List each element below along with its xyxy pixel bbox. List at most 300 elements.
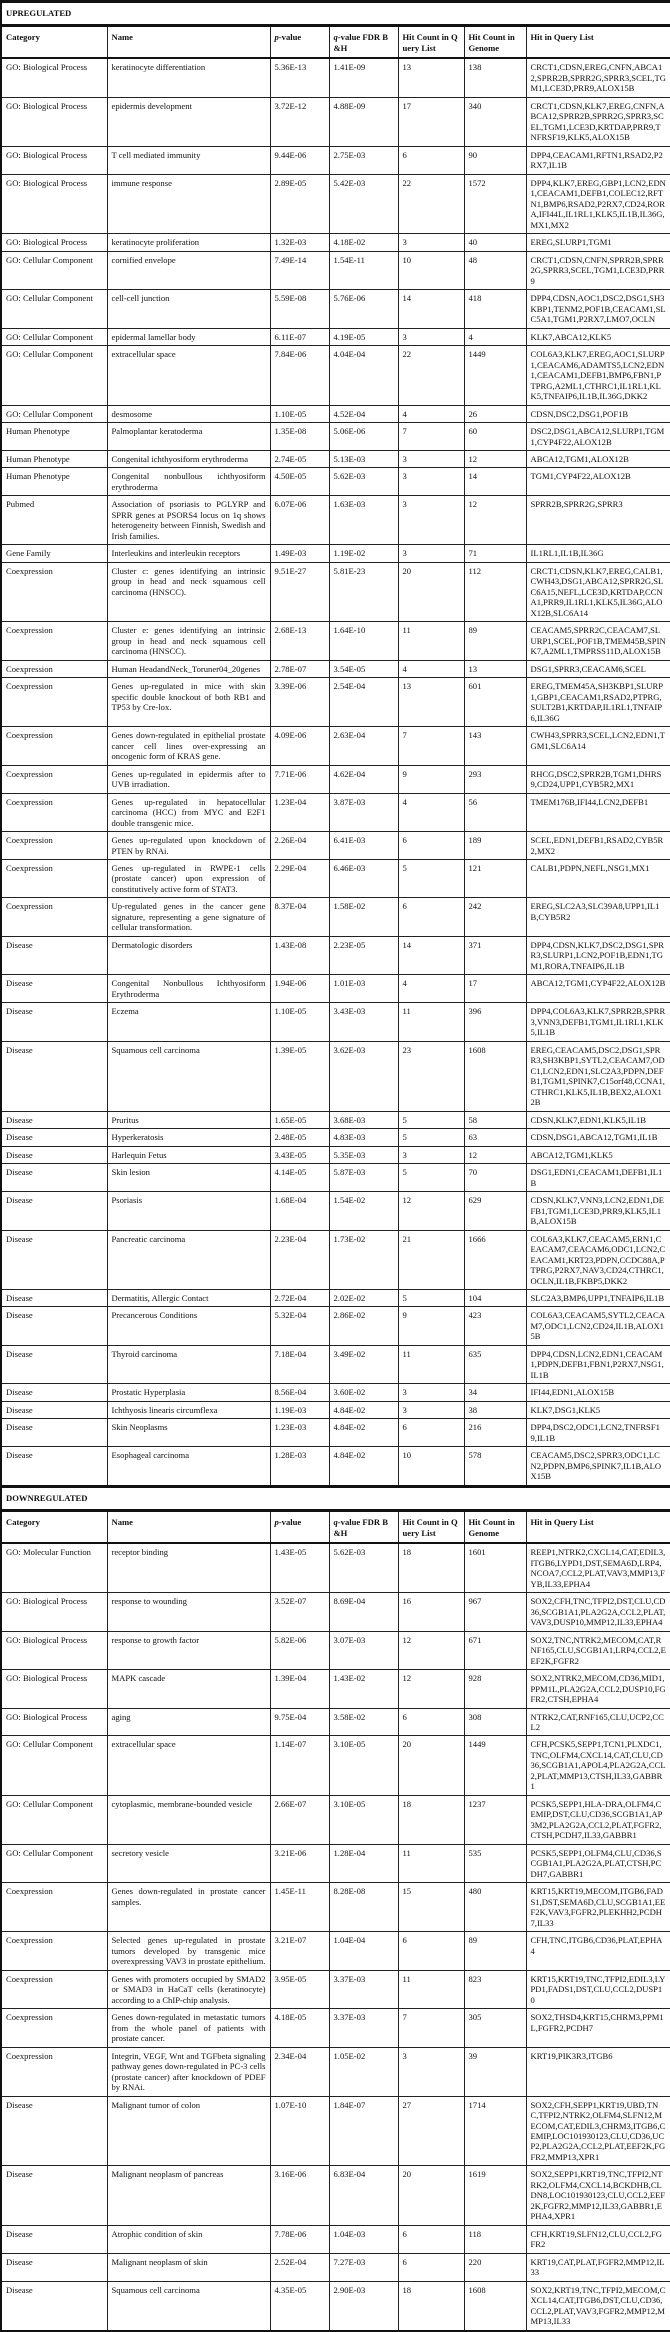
cell-category: GO: Cellular Component (1, 405, 107, 422)
cell-hit-list: KRT15,KRT19,TNC,TFPI2,EDIL3,LYPD1,FADS1,DST,CLU,CCL2,DUSP10 (526, 1970, 670, 2008)
cell-p-value: 5.59E-08 (270, 290, 329, 328)
cell-name: response to wounding (107, 1593, 270, 1631)
cell-hit-count-query: 14 (398, 936, 464, 974)
cell-hit-list: IFI44,EDN1,ALOX15B (526, 1384, 670, 1401)
table-row (1, 727, 670, 765)
cell-hit-count-genome: 293 (464, 765, 526, 793)
header-hit-count-genome: Hit Count in Genome (464, 26, 526, 58)
cell-hit-count-genome: 40 (464, 234, 526, 251)
cell-name: Malignant neoplasm of skin (107, 2253, 270, 2281)
cell-p-value: 3.43E-05 (270, 1146, 329, 1163)
cell-hit-list: KLK7,DSG1,KLK5 (526, 1401, 670, 1418)
cell-p-value: 1.23E-04 (270, 793, 329, 831)
cell-name: Association of psoriasis to PGLYRP and SPRR genes at PSORS4 locus on 1q shows heterogeneity between Finnish, Swedish and Irish families. (107, 496, 270, 545)
cell-category: Disease (1, 1307, 107, 1345)
header-p-italic: p (274, 1517, 279, 1528)
header-q-italic: q (333, 32, 338, 43)
cell-q-value: 6.41E-03 (329, 832, 398, 860)
cell-category: Disease (1, 2096, 107, 2166)
cell-p-value: 1.10E-05 (270, 405, 329, 422)
cell-category: Disease (1, 2281, 107, 2330)
cell-p-value: 4.50E-05 (270, 468, 329, 496)
cell-hit-count-query: 18 (398, 1543, 464, 1592)
cell-q-value: 2.23E-05 (329, 936, 398, 974)
cell-hit-list: DPP4,DSC2,ODC1,LCN2,TNFRSF19,IL1B (526, 1419, 670, 1447)
cell-name: MAPK cascade (107, 1670, 270, 1708)
cell-hit-count-query: 4 (398, 660, 464, 677)
cell-q-value: 3.54E-05 (329, 660, 398, 677)
cell-category: GO: Biological Process (1, 146, 107, 174)
cell-p-value: 5.32E-04 (270, 1307, 329, 1345)
cell-hit-count-query: 11 (398, 1345, 464, 1383)
cell-name: Congenital ichthyosiform erythroderma (107, 450, 270, 467)
cell-hit-list: KRT19,PIK3R3,ITGB6 (526, 2047, 670, 2096)
cell-p-value: 1.68E-04 (270, 1192, 329, 1230)
cell-category: GO: Biological Process (1, 1708, 107, 1736)
cell-name: secretory vesicle (107, 1844, 270, 1882)
table-row (1, 860, 670, 898)
cell-name: Dermatitis, Allergic Contact (107, 1289, 270, 1306)
cell-hit-count-query: 6 (398, 2253, 464, 2281)
cell-p-value: 2.23E-04 (270, 1230, 329, 1289)
cell-name: keratinocyte proliferation (107, 234, 270, 251)
cell-hit-count-genome: 60 (464, 423, 526, 451)
cell-hit-list: DPP4,CDSN,LCN2,EDN1,CEACAM1,PDPN,DEFB1,FBN1,P2RX7,NSG1,IL1B (526, 1345, 670, 1383)
cell-hit-count-query: 4 (398, 405, 464, 422)
cell-category: Coexpression (1, 2009, 107, 2047)
table-row (1, 1670, 670, 1708)
cell-hit-count-query: 23 (398, 1041, 464, 1111)
cell-p-value: 2.72E-04 (270, 1289, 329, 1306)
cell-p-value: 3.21E-07 (270, 1932, 329, 1970)
cell-category: Disease (1, 1164, 107, 1192)
cell-name: Squamous cell carcinoma (107, 1041, 270, 1111)
cell-hit-count-genome: 189 (464, 832, 526, 860)
cell-p-value: 1.10E-05 (270, 1003, 329, 1041)
cell-name: epidermal lamellar body (107, 328, 270, 345)
cell-p-value: 1.07E-10 (270, 2096, 329, 2166)
section-title-row (1, 2, 670, 26)
cell-name: extracellular space (107, 346, 270, 405)
cell-q-value: 4.83E-03 (329, 1129, 398, 1146)
cell-hit-count-genome: 13 (464, 660, 526, 677)
cell-hit-list: SOX2,TNC,NTRK2,MECOM,CAT,RNF165,CLU,SCGB1A1,LRP4,CCL2,EEF2K,FGFR2 (526, 1631, 670, 1669)
cell-name: Interleukins and interleukin receptors (107, 545, 270, 562)
cell-hit-list: CFH,PCSK5,SEPP1,TCN1,PLXDC1,TNC,OLFM4,CXCL14,CAT,CLU,CD36,SCGB1A1,APOL4,PLA2G2A,CCL2,PLAT,MMP13,CTSH,IL33,GABBR1 (526, 1736, 670, 1795)
table-row (1, 174, 670, 233)
cell-name: Dermatologic disorders (107, 936, 270, 974)
cell-hit-list: REEP1,NTRK2,CXCL14,CAT,EDIL3,ITGB6,LYPD1,DST,SEMA6D,LRP4,NCOA7,CCL2,PLAT,VAV3,MMP13,FYB,IL33,EPHA4 (526, 1543, 670, 1592)
header-p-value (270, 26, 329, 58)
cell-category: Disease (1, 1419, 107, 1447)
cell-hit-count-query: 6 (398, 1419, 464, 1447)
header-name: Name (107, 1511, 270, 1543)
cell-hit-count-query: 3 (398, 496, 464, 545)
cell-hit-count-genome: 12 (464, 450, 526, 467)
header-hit-list: Hit in Query List (526, 26, 670, 58)
cell-hit-count-query: 7 (398, 2009, 464, 2047)
cell-hit-list: PCSK5,SEPP1,HLA-DRA,OLFM4,CEMIP,DST,CLU,CD36,SCGB1A1,AP3M2,PLA2G2A,CCL2,PLAT,FGFR2,CTSH,PCDH7,IL33,GABBR1 (526, 1795, 670, 1844)
cell-hit-count-query: 6 (398, 1708, 464, 1736)
cell-hit-list: CFH,TNC,ITGB6,CD36,PLAT,EPHA4 (526, 1932, 670, 1970)
header-q-suffix: -value FDR B&H (333, 32, 388, 53)
table-row (1, 1419, 670, 1447)
cell-hit-count-genome: 1608 (464, 1041, 526, 1111)
cell-category: GO: Cellular Component (1, 290, 107, 328)
table-row (1, 1708, 670, 1736)
cell-hit-count-query: 22 (398, 174, 464, 233)
cell-q-value: 8.28E-08 (329, 1883, 398, 1932)
cell-q-value: 4.52E-04 (329, 405, 398, 422)
cell-hit-list: DSG1,SPRR3,CEACAM6,SCEL (526, 660, 670, 677)
cell-name: immune response (107, 174, 270, 233)
cell-hit-count-query: 3 (398, 1401, 464, 1418)
cell-p-value: 2.66E-07 (270, 1795, 329, 1844)
cell-q-value: 1.73E-02 (329, 1230, 398, 1289)
header-p-value (270, 1511, 329, 1543)
cell-hit-count-query: 10 (398, 251, 464, 289)
cell-hit-count-query: 18 (398, 1795, 464, 1844)
cell-hit-list: NTRK2,CAT,RNF165,CLU,UCP2,CCL2 (526, 1708, 670, 1736)
cell-q-value: 1.54E-02 (329, 1192, 398, 1230)
cell-hit-list: KLK7,ABCA12,KLK5 (526, 328, 670, 345)
cell-hit-count-query: 22 (398, 346, 464, 405)
cell-name: Thyroid carcinoma (107, 1345, 270, 1383)
cell-name: receptor binding (107, 1543, 270, 1592)
cell-name: Cluster e: genes identifying an intrinsic group in head and neck squamous cell carcinoma (HNSCC). (107, 622, 270, 660)
cell-category: Human Phenotype (1, 423, 107, 451)
table-row (1, 146, 670, 174)
table-row (1, 496, 670, 545)
cell-hit-count-query: 10 (398, 1447, 464, 1486)
cell-category: GO: Biological Process (1, 1631, 107, 1669)
table-row (1, 251, 670, 289)
cell-hit-count-genome: 56 (464, 793, 526, 831)
cell-name: Prostatic Hyperplasia (107, 1384, 270, 1401)
cell-category: GO: Cellular Component (1, 346, 107, 405)
cell-hit-count-query: 3 (398, 328, 464, 345)
cell-q-value: 5.76E-06 (329, 290, 398, 328)
header-q-value (329, 26, 398, 58)
cell-q-value: 3.62E-03 (329, 1041, 398, 1111)
cell-hit-count-genome: 418 (464, 290, 526, 328)
cell-q-value: 1.19E-02 (329, 545, 398, 562)
cell-hit-count-query: 5 (398, 1164, 464, 1192)
cell-category: GO: Biological Process (1, 174, 107, 233)
cell-name: epidermis development (107, 97, 270, 146)
cell-hit-count-query: 5 (398, 1289, 464, 1306)
table-row (1, 234, 670, 251)
table-row (1, 423, 670, 451)
table-row (1, 1164, 670, 1192)
cell-hit-list: DPP4,CDSN,KLK7,DSC2,DSG1,SPRR3,SLURP1,LCN2,POF1B,EDN1,TGM1,RORA,TNFAIP6,IL1B (526, 936, 670, 974)
cell-hit-list: TMEM176B,IFI44,LCN2,DEFB1 (526, 793, 670, 831)
cell-hit-list: DSG1,EDN1,CEACAM1,DEFB1,IL1B (526, 1164, 670, 1192)
cell-category: Disease (1, 1230, 107, 1289)
cell-q-value: 3.43E-03 (329, 1003, 398, 1041)
header-p-italic: p (274, 32, 279, 43)
cell-category: GO: Cellular Component (1, 251, 107, 289)
cell-hit-list: SLC2A3,BMP6,UPP1,TNFAIP6,IL1B (526, 1289, 670, 1306)
cell-q-value: 3.37E-03 (329, 1970, 398, 2008)
cell-hit-count-genome: 305 (464, 2009, 526, 2047)
cell-hit-list: CEACAM5,SPRR2C,CEACAM7,SLURP1,SCEL,POF1B,TMEM45B,SPINK7,A2ML1,TMPRSS11D,ALOX15B (526, 622, 670, 660)
cell-q-value: 4.88E-09 (329, 97, 398, 146)
cell-q-value: 2.75E-03 (329, 146, 398, 174)
table-row (1, 346, 670, 405)
cell-hit-count-query: 6 (398, 1932, 464, 1970)
cell-name: keratinocyte differentiation (107, 58, 270, 97)
table-row (1, 1795, 670, 1844)
cell-q-value: 1.84E-07 (329, 2096, 398, 2166)
table-row (1, 2009, 670, 2047)
cell-category: Coexpression (1, 660, 107, 677)
cell-hit-count-query: 3 (398, 1146, 464, 1163)
cell-name: Genes up-regulated in RWPE-1 cells (prostate cancer) upon expression of constitutively active form of STAT3. (107, 860, 270, 898)
cell-hit-count-genome: 671 (464, 1631, 526, 1669)
cell-p-value: 5.36E-13 (270, 58, 329, 97)
cell-category: Coexpression (1, 898, 107, 936)
cell-hit-list: COL6A3,KLK7,EREG,AOC1,SLURP1,CEACAM6,ADAMTS5,LCN2,EDN1,CEACAM1,DEFB1,BMP6,FBN1,PTPRG,A2ML1,CTHRC1,IL1RL1,KLK5,TNFAIP6,IL1B,IL36G,DKK2 (526, 346, 670, 405)
cell-hit-list: SOX2,CFH,SEPP1,KRT19,UBD,TNC,TFPI2,NTRK2,OLFM4,SLFN12,MECOM,CAT,EDIL3,CHRM3,ITGB6,CEMIP,LOC101930123,CLU,CD36,UCP2,PLA2G2A,CCL2,PLAT,EEF2K,FGFR2,MMP13,XPR1 (526, 2096, 670, 2166)
cell-hit-count-genome: 967 (464, 1593, 526, 1631)
cell-q-value: 4.84E-02 (329, 1401, 398, 1418)
cell-name: Palmoplantar keratoderma (107, 423, 270, 451)
cell-hit-list: CRCT1,CDSN,CNFN,SPRR2B,SPRR2G,SPRR3,SCEL,TGM1,LCE3D,PRR9 (526, 251, 670, 289)
cell-hit-count-query: 5 (398, 1111, 464, 1128)
cell-name: desmosome (107, 405, 270, 422)
cell-hit-count-query: 13 (398, 678, 464, 727)
cell-p-value: 1.28E-03 (270, 1447, 329, 1486)
table-row (1, 1003, 670, 1041)
cell-q-value: 8.69E-04 (329, 1593, 398, 1631)
cell-hit-count-genome: 635 (464, 1345, 526, 1383)
cell-p-value: 7.71E-06 (270, 765, 329, 793)
table-row (1, 765, 670, 793)
cell-q-value: 5.62E-03 (329, 468, 398, 496)
cell-hit-count-query: 14 (398, 290, 464, 328)
cell-hit-list: SOX2,KRT19,TNC,TFPI2,MECOM,CXCL14,CAT,ITGB6,DST,CLU,CD36,CCL2,PLAT,VAV3,FGFR2,MMP12,MMP13,IL33 (526, 2281, 670, 2330)
cell-category: GO: Cellular Component (1, 328, 107, 345)
cell-q-value: 3.37E-03 (329, 2009, 398, 2047)
cell-q-value: 3.87E-03 (329, 793, 398, 831)
cell-p-value: 2.52E-04 (270, 2253, 329, 2281)
cell-p-value: 1.43E-08 (270, 936, 329, 974)
cell-p-value: 4.14E-05 (270, 1164, 329, 1192)
cell-category: Coexpression (1, 727, 107, 765)
cell-category: Disease (1, 1384, 107, 1401)
table-row (1, 660, 670, 677)
cell-p-value: 1.43E-05 (270, 1543, 329, 1592)
cell-hit-count-query: 27 (398, 2096, 464, 2166)
cell-hit-count-query: 6 (398, 898, 464, 936)
cell-hit-count-query: 7 (398, 727, 464, 765)
cell-hit-count-genome: 1237 (464, 1795, 526, 1844)
cell-hit-count-query: 3 (398, 1384, 464, 1401)
cell-hit-count-genome: 1666 (464, 1230, 526, 1289)
cell-hit-count-genome: 242 (464, 898, 526, 936)
cell-category: Disease (1, 2225, 107, 2253)
cell-hit-list: RHCG,DSC2,SPRR2B,TGM1,DHRS9,CD24,UPP1,CYB5R2,MX1 (526, 765, 670, 793)
cell-p-value: 3.72E-12 (270, 97, 329, 146)
cell-name: Atrophic condition of skin (107, 2225, 270, 2253)
cell-category: Human Phenotype (1, 450, 107, 467)
cell-category: GO: Biological Process (1, 58, 107, 97)
table-row (1, 328, 670, 345)
cell-hit-count-query: 18 (398, 2281, 464, 2330)
cell-category: Gene Family (1, 545, 107, 562)
cell-p-value: 2.26E-04 (270, 832, 329, 860)
cell-q-value: 3.68E-03 (329, 1111, 398, 1128)
cell-q-value: 4.84E-02 (329, 1419, 398, 1447)
cell-p-value: 1.65E-05 (270, 1111, 329, 1128)
table-row (1, 1289, 670, 1306)
cell-hit-list: CEACAM5,DSC2,SPRR3,ODC1,LCN2,PDPN,BMP6,SPINK7,IL1B,ALOX15B (526, 1447, 670, 1486)
table-row (1, 450, 670, 467)
cell-p-value: 7.84E-06 (270, 346, 329, 405)
cell-q-value: 4.62E-04 (329, 765, 398, 793)
cell-category: Disease (1, 1345, 107, 1383)
header-p-suffix: -value (278, 32, 302, 43)
cell-p-value: 7.49E-14 (270, 251, 329, 289)
cell-hit-list: ABCA12,TGM1,CYP4F22,ALOX12B (526, 975, 670, 1003)
cell-hit-list: DPP4,COL6A3,KLK7,SPRR2B,SPRR3,VNN3,DEFB1,TGM1,IL1RL1,KLK5,IL1B (526, 1003, 670, 1041)
cell-hit-list: COL6A3,KLK7,CEACAM5,ERN1,CEACAM7,CEACAM6,ODC1,LCN2,CEACAM1,KRT23,PDPN,CCDC88A,PTPRG,P2RX7,NAV3,CD24,CTHRC1,OCLN,IL1B,FKBP5,DKK2 (526, 1230, 670, 1289)
cell-q-value: 3.10E-05 (329, 1795, 398, 1844)
cell-hit-count-query: 12 (398, 1631, 464, 1669)
cell-q-value: 3.60E-02 (329, 1384, 398, 1401)
cell-q-value: 1.05E-02 (329, 2047, 398, 2096)
cell-hit-count-genome: 118 (464, 2225, 526, 2253)
cell-hit-count-query: 6 (398, 832, 464, 860)
cell-q-value: 1.63E-03 (329, 496, 398, 545)
table-row (1, 622, 670, 660)
cell-hit-list: DSC2,DSG1,ABCA12,SLURP1,TGM1,CYP4F22,ALOX12B (526, 423, 670, 451)
cell-category: Disease (1, 1401, 107, 1418)
cell-hit-count-query: 11 (398, 1970, 464, 2008)
cell-hit-list: CRCT1,CDSN,EREG,CNFN,ABCA12,SPRR2B,SPRR2G,SPRR3,SCEL,TGM1,LCE3D,PRR9,ALOX15B (526, 58, 670, 97)
cell-hit-count-query: 3 (398, 450, 464, 467)
cell-name: cytoplasmic, membrane-bounded vesicle (107, 1795, 270, 1844)
cell-hit-count-genome: 143 (464, 727, 526, 765)
table-row (1, 1111, 670, 1128)
cell-hit-count-genome: 34 (464, 1384, 526, 1401)
cell-hit-list: SOX2,THSD4,KRT15,CHRM3,PPM1L,FGFR2,PCDH7 (526, 2009, 670, 2047)
cell-q-value: 3.10E-05 (329, 1736, 398, 1795)
cell-hit-list: CRCT1,CDSN,KLK7,EREG,CALB1,CWH43,DSG1,ABCA12,SPRR2G,SLC6A15,NEFL,LCE3D,KRTDAP,CCNA1,PRR9,IL1RL1,KLK5,IL36G,ALOX12B,SLC6A14 (526, 562, 670, 621)
cell-name: T cell mediated immunity (107, 146, 270, 174)
table-row (1, 290, 670, 328)
cell-name: Hyperkeratosis (107, 1129, 270, 1146)
cell-p-value: 2.34E-04 (270, 2047, 329, 2096)
cell-hit-count-query: 3 (398, 468, 464, 496)
table-row (1, 678, 670, 727)
cell-hit-list: SOX2,SEPP1,KRT19,TNC,TFPI2,NTRK2,OLFM4,CXCL14,BCKDHB,CLDN8,LOC101930123,CLU,CCL2,EEF2K,FGFR2,MMP12,IL33,GABBR1,EPHA4,XPR1 (526, 2166, 670, 2225)
header-q-italic: q (333, 1517, 338, 1528)
table-row (1, 898, 670, 936)
cell-category: Disease (1, 1003, 107, 1041)
cell-hit-list: CFH,KRT19,SLFN12,CLU,CCL2,FGFR2 (526, 2225, 670, 2253)
cell-hit-list: ABCA12,TGM1,KLK5 (526, 1146, 670, 1163)
cell-p-value: 1.49E-03 (270, 545, 329, 562)
cell-hit-count-genome: 90 (464, 146, 526, 174)
cell-q-value: 4.19E-05 (329, 328, 398, 345)
cell-q-value: 4.18E-02 (329, 234, 398, 251)
cell-hit-list: KRT15,KRT19,MECOM,ITGB6,FADS1,DST,SEMA6D,CLU,SCGB1A1,EEF2K,VAV3,FGFR2,PLEKHH2,PCDH7,IL33 (526, 1883, 670, 1932)
cell-hit-count-genome: 104 (464, 1289, 526, 1306)
table-row (1, 1844, 670, 1882)
cell-hit-list: CDSN,KLK7,VNN3,LCN2,EDN1,DEFB1,TGM1,LCE3D,PRR9,KLK5,IL1B,ALOX15B (526, 1192, 670, 1230)
cell-hit-count-genome: 12 (464, 1146, 526, 1163)
table-row (1, 1129, 670, 1146)
cell-p-value: 1.39E-04 (270, 1670, 329, 1708)
cell-q-value: 1.43E-02 (329, 1670, 398, 1708)
cell-hit-count-genome: 112 (464, 562, 526, 621)
cell-p-value: 8.56E-04 (270, 1384, 329, 1401)
cell-hit-count-genome: 39 (464, 2047, 526, 2096)
cell-hit-count-genome: 371 (464, 936, 526, 974)
cell-p-value: 2.78E-07 (270, 660, 329, 677)
cell-q-value: 1.04E-03 (329, 2225, 398, 2253)
cell-hit-count-query: 3 (398, 234, 464, 251)
table-row (1, 562, 670, 621)
cell-hit-count-genome: 48 (464, 251, 526, 289)
cell-q-value: 4.84E-02 (329, 1447, 398, 1486)
cell-name: Genes up-regulated in epidermis after to UVB irradiation. (107, 765, 270, 793)
cell-name: Esophageal carcinoma (107, 1447, 270, 1486)
table-row (1, 97, 670, 146)
cell-name: Genes with promoters occupied by SMAD2 or SMAD3 in HaCaT cells (keratinocyte) according to a ChIP-chip analysis. (107, 1970, 270, 2008)
cell-category: Disease (1, 1447, 107, 1486)
cell-hit-list: DPP4,CEACAM1,RFTN1,RSAD2,P2RX7,IL1B (526, 146, 670, 174)
cell-hit-count-query: 21 (398, 1230, 464, 1289)
cell-hit-count-genome: 14 (464, 468, 526, 496)
cell-category: Disease (1, 1146, 107, 1163)
cell-category: Disease (1, 2253, 107, 2281)
cell-name: aging (107, 1708, 270, 1736)
cell-name: Genes down-regulated in prostate cancer samples. (107, 1883, 270, 1932)
cell-hit-list: SOX2,CFH,TNC,TFPI2,DST,CLU,CD36,SCGB1A1,PLA2G2A,CCL2,PLAT,VAV3,DUSP10,MMP12,IL33,EPHA4 (526, 1593, 670, 1631)
cell-name: Precancerous Conditions (107, 1307, 270, 1345)
cell-hit-count-genome: 63 (464, 1129, 526, 1146)
header-p-suffix: -value (278, 1517, 302, 1528)
cell-name: Congenital Nonbullous Ichthyosiform Erythroderma (107, 975, 270, 1003)
cell-p-value: 1.35E-08 (270, 423, 329, 451)
cell-hit-count-genome: 1449 (464, 346, 526, 405)
cell-q-value: 1.58E-02 (329, 898, 398, 936)
cell-hit-count-genome: 216 (464, 1419, 526, 1447)
table-row (1, 2281, 670, 2330)
cell-hit-count-query: 13 (398, 58, 464, 97)
table-row (1, 1593, 670, 1631)
cell-hit-count-genome: 26 (464, 405, 526, 422)
cell-q-value: 1.64E-10 (329, 622, 398, 660)
table-row (1, 1230, 670, 1289)
cell-p-value: 5.82E-06 (270, 1631, 329, 1669)
cell-name: Genes up-regulated upon knockdown of PTEN by RNAi. (107, 832, 270, 860)
cell-q-value: 4.04E-04 (329, 346, 398, 405)
cell-name: Human HeadandNeck_Toruner04_20genes (107, 660, 270, 677)
cell-hit-list: CDSN,DSG1,ABCA12,TGM1,IL1B (526, 1129, 670, 1146)
cell-p-value: 3.21E-06 (270, 1844, 329, 1882)
cell-hit-count-query: 20 (398, 2166, 464, 2225)
table-row (1, 1345, 670, 1383)
cell-hit-count-genome: 1449 (464, 1736, 526, 1795)
table-row (1, 1041, 670, 1111)
cell-category: Coexpression (1, 622, 107, 660)
cell-p-value: 1.23E-03 (270, 1419, 329, 1447)
cell-category: Coexpression (1, 1970, 107, 2008)
